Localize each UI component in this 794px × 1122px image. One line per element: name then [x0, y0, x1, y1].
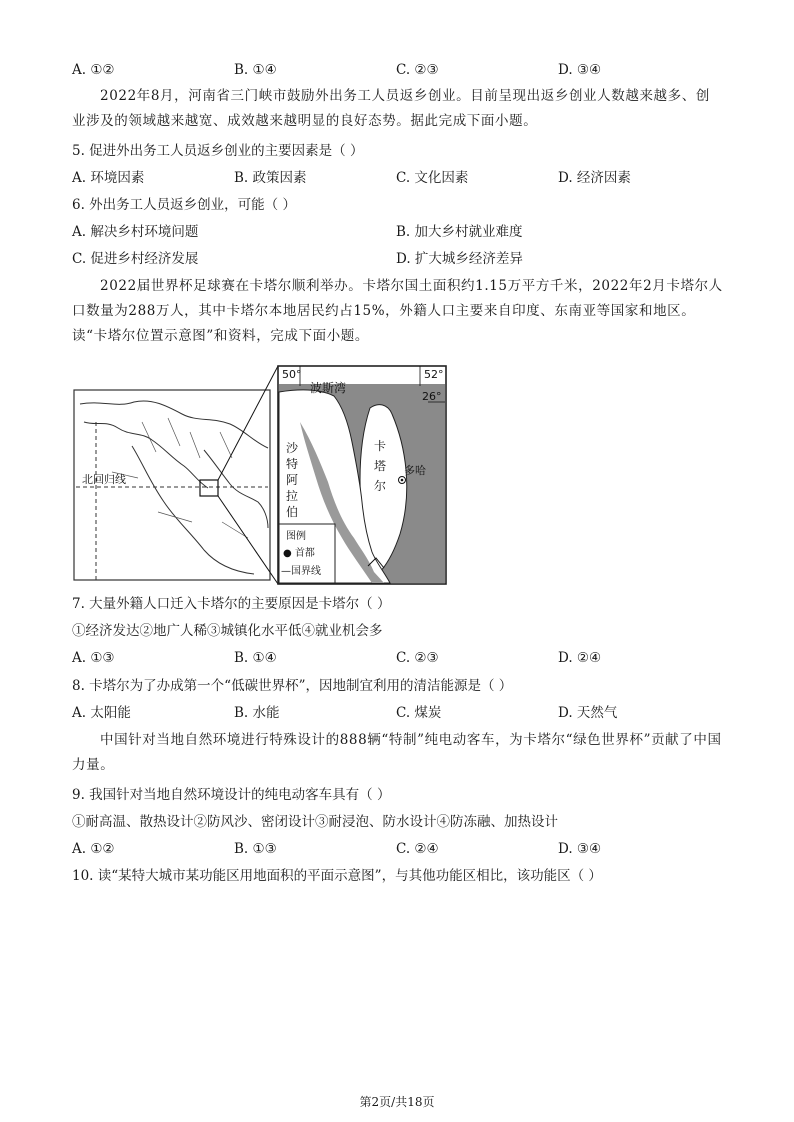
q6-stem: 6. 外出务工人员返乡创业，可能（ ） [72, 197, 296, 213]
saudi-label-2: 特 [286, 457, 299, 471]
q4-options [72, 60, 722, 80]
q5-option-d: D. 经济因素 [558, 170, 631, 186]
qatar-location-map [72, 362, 452, 588]
page-footer: 第2页/共18页 [359, 1095, 435, 1109]
q4-option-c: C. ②③ [396, 62, 439, 78]
q7-options [72, 648, 722, 668]
map-svg [72, 362, 452, 588]
q7-option-d: D. ②④ [558, 650, 602, 666]
q4-option-d: D. ③④ [558, 62, 602, 78]
q5-option-a: A. 环境因素 [72, 170, 145, 186]
q8-option-b: B. 水能 [234, 705, 280, 721]
qatar-label-2: 塔 [374, 459, 387, 473]
q6-option-b: B. 加大乡村就业难度 [396, 224, 523, 240]
q9-option-b: B. ①③ [234, 841, 277, 857]
q5-stem: 5. 促进外出务工人员返乡创业的主要因素是（ ） [72, 143, 364, 159]
legend-capital: ● 首都 [283, 548, 315, 559]
doha-capital-dot [401, 479, 404, 482]
q6-option-c: C. 促进乡村经济发展 [72, 251, 199, 267]
tropic-label: 北回归线 [82, 473, 126, 486]
q9-choices: ①耐高温、散热设计②防风沙、密闭设计③耐浸泡、防水设计④防冻融、加热设计 [72, 814, 558, 830]
q4-option-b: B. ①④ [234, 62, 277, 78]
q8-stem: 8. 卡塔尔为了办成第一个“低碳世界杯”，因地制宜利用的清洁能源是（ ） [72, 678, 513, 694]
legend-border: —国界线 [281, 566, 321, 577]
q8-option-c: C. 煤炭 [396, 705, 442, 721]
q9-option-d: D. ③④ [558, 841, 602, 857]
doha-label: 多哈 [404, 464, 426, 477]
q7-option-c: C. ②③ [396, 650, 439, 666]
persian-gulf-label: 波斯湾 [310, 381, 347, 395]
q7-option-a: A. ①③ [72, 650, 115, 666]
passage-electric-bus: 中国针对当地自然环境进行特殊设计的888辆“特制”纯电动客车，为卡塔尔“绿色世界杯”贡献了中国力量。 [72, 732, 722, 773]
q7-choices: ①经济发达②地广人稀③城镇化水平低④就业机会多 [72, 623, 383, 639]
legend-title: 图例 [286, 531, 306, 542]
qatar-label-3: 尔 [374, 479, 387, 493]
lon-50-label: 50° [282, 368, 302, 381]
lat-26-label: 26° [422, 390, 442, 403]
qatar-label-1: 卡 [374, 439, 387, 453]
q10-stem: 10. 读“某特大城市某功能区用地面积的平面示意图”，与其他功能区相比，该功能区（ ） [72, 868, 602, 884]
q8-option-d: D. 天然气 [558, 705, 618, 721]
q4-option-a: A. ①② [72, 62, 115, 78]
q6-option-a: A. 解决乡村环境问题 [72, 224, 199, 240]
saudi-label-1: 沙 [286, 441, 299, 455]
q8-option-a: A. 太阳能 [72, 705, 131, 721]
passage-return-entrepreneurship: 2022年8月，河南省三门峡市鼓励外出务工人员返乡创业。目前呈现出返乡创业人数越来越多、创业涉及的领域越来越宽、成效越来越明显的良好态势。据此完成下面小题。 [72, 88, 710, 129]
q6-options-row1 [72, 222, 722, 242]
q6-option-d: D. 扩大城乡经济差异 [396, 251, 523, 267]
q6-options-row2 [72, 249, 722, 269]
q8-options [72, 703, 722, 723]
saudi-label-5: 伯 [286, 505, 299, 519]
q9-stem: 9. 我国针对当地自然环境设计的纯电动客车具有（ ） [72, 787, 391, 803]
q9-option-a: A. ①② [72, 841, 115, 857]
q5-option-b: B. 政策因素 [234, 170, 307, 186]
saudi-label-3: 阿 [286, 473, 299, 487]
q7-option-b: B. ①④ [234, 650, 277, 666]
q5-option-c: C. 文化因素 [396, 170, 469, 186]
passage-qatar: 2022届世界杯足球赛在卡塔尔顺利举办。卡塔尔国土面积约1.15万平方千米，2022年2月卡塔尔人口数量为288万人，其中卡塔尔本地居民约占15%，外籍人口主要来自印度、东南亚等国家和地区。读“卡塔尔位置示意图”和资料，完成下面小题。 [72, 278, 723, 344]
saudi-label-4: 拉 [286, 489, 299, 503]
q9-options [72, 839, 722, 859]
q9-option-c: C. ②④ [396, 841, 439, 857]
q5-options [72, 168, 722, 188]
lon-52-label: 52° [424, 368, 444, 381]
q7-stem: 7. 大量外籍人口迁入卡塔尔的主要原因是卡塔尔（ ） [72, 596, 391, 612]
